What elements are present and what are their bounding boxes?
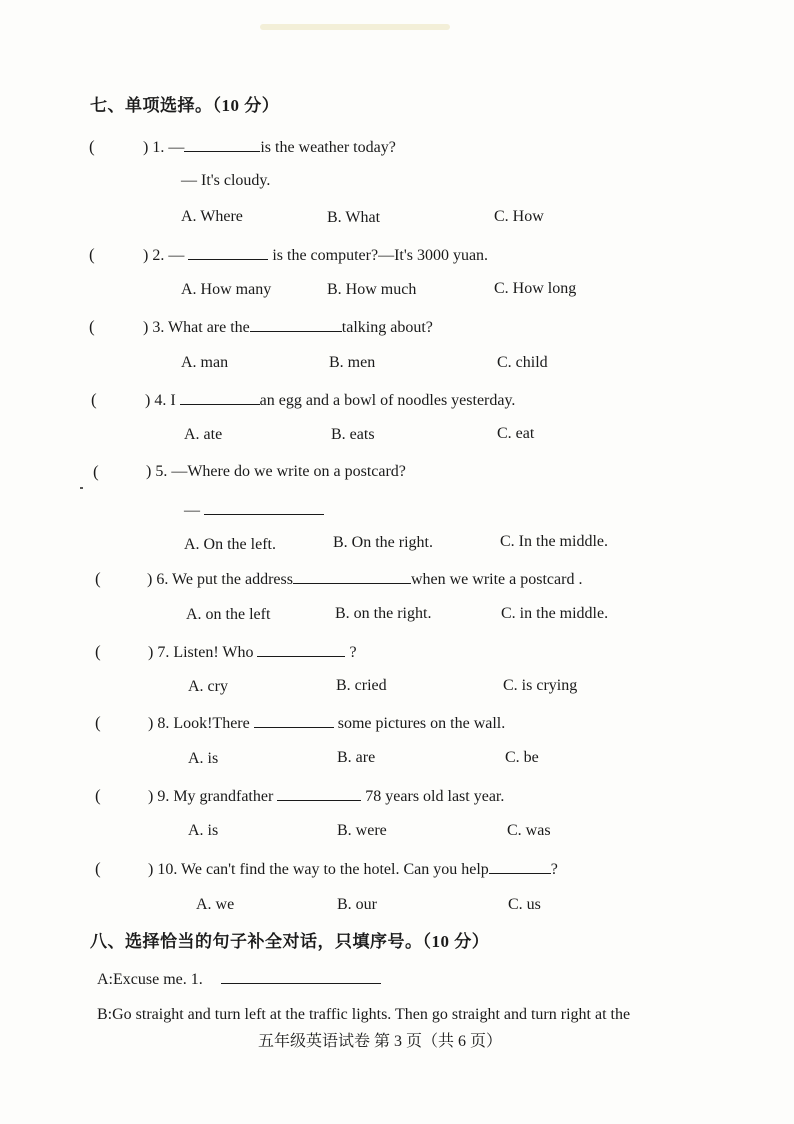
q5-pre: —Where do we write on a postcard? — [171, 463, 406, 480]
answer-paren-9: ( — [95, 786, 101, 805]
q5-option-b: B. On the right. — [333, 534, 433, 551]
page-footer: 五年级英语试卷 第 3 页（共 6 页） — [258, 1033, 503, 1050]
q8-post: some pictures on the wall. — [337, 715, 506, 732]
question-10 — [148, 859, 558, 880]
q3-option-b: B. men — [329, 354, 376, 371]
q4-number: ) 4. — [145, 392, 167, 409]
q6-post: when we write a postcard . — [410, 571, 583, 588]
q10-pre: We can't find the way to the hotel. Can you help — [181, 861, 489, 878]
q7-option-c: C. is crying — [503, 677, 578, 694]
q6-option-a: A. on the left — [186, 606, 271, 623]
q9-option-a: A. is — [188, 822, 219, 839]
question-3 — [143, 317, 433, 338]
answer-paren-1: ( — [89, 137, 95, 156]
q9-post: 78 years old last year. — [365, 788, 505, 805]
q2-blank[interactable] — [188, 245, 268, 260]
question-4 — [145, 390, 515, 411]
dialogue-line-b: B:Go straight and turn left at the traffic lights. Then go straight and turn right at the — [97, 1006, 631, 1023]
dialogue-a-text: A:Excuse me. 1. — [97, 971, 203, 988]
q8-option-c: C. be — [505, 749, 539, 766]
q3-option-c: C. child — [497, 354, 548, 371]
q2-number: ) 2. — [143, 247, 165, 264]
paper-smudge — [260, 24, 450, 30]
q2-option-b: B. How much — [327, 281, 417, 298]
q5-answer-line — [184, 500, 324, 521]
q7-option-b: B. cried — [336, 677, 387, 694]
q6-blank[interactable] — [293, 569, 411, 584]
q10-post: ? — [550, 861, 558, 878]
q1-post: is the weather today? — [260, 139, 396, 156]
q4-option-a: A. ate — [184, 426, 223, 443]
q1-pre: — — [168, 139, 185, 156]
q5-dash: — — [184, 502, 200, 519]
q4-pre: I — [170, 392, 176, 409]
q9-pre: My grandfather — [173, 788, 274, 805]
q8-number: ) 8. — [148, 715, 170, 732]
dialogue-line-a — [97, 969, 381, 990]
q6-pre: We put the address — [172, 571, 293, 588]
q2-pre: — — [168, 247, 185, 264]
question-9 — [148, 786, 504, 807]
q10-option-a: A. we — [196, 896, 235, 913]
q9-option-b: B. were — [337, 822, 387, 839]
question-1 — [143, 137, 396, 158]
q7-blank[interactable] — [257, 642, 345, 657]
answer-paren-4: ( — [91, 390, 97, 409]
question-2 — [143, 245, 488, 266]
q3-option-a: A. man — [181, 354, 229, 371]
q4-blank[interactable] — [180, 390, 260, 405]
question-6 — [147, 569, 582, 590]
q6-option-c: C. in the middle. — [501, 605, 609, 622]
answer-paren-2: ( — [89, 245, 95, 264]
q1-option-a: A. Where — [181, 208, 243, 225]
q1-blank[interactable] — [184, 137, 260, 152]
answer-paren-5: ( — [93, 462, 99, 481]
q7-post: ? — [349, 644, 357, 661]
q10-option-b: B. our — [337, 896, 377, 913]
q2-option-a: A. How many — [181, 281, 272, 298]
q4-option-b: B. eats — [331, 426, 375, 443]
q7-option-a: A. cry — [188, 678, 228, 695]
answer-paren-6: ( — [95, 569, 101, 588]
section-8-title: 八、选择恰当的句子补全对话，只填序号。（10 分） — [90, 932, 490, 951]
q1-number: ) 1. — [143, 139, 165, 156]
q6-option-b: B. on the right. — [335, 605, 432, 622]
q6-number: ) 6. — [147, 571, 169, 588]
answer-paren-10: ( — [95, 859, 101, 878]
q2-post: is the computer?—It's 3000 yuan. — [272, 247, 489, 264]
q1-option-c: C. How — [494, 208, 544, 225]
q7-pre: Listen! Who — [173, 644, 254, 661]
section-7-title: 七、单项选择。（10 分） — [90, 96, 280, 115]
q7-number: ) 7. — [148, 644, 170, 661]
q8-blank[interactable] — [254, 713, 334, 728]
margin-mark — [80, 487, 83, 489]
q1-answer-line: — It's cloudy. — [181, 172, 271, 189]
q8-pre: Look!There — [173, 715, 250, 732]
q1-option-b: B. What — [327, 209, 381, 226]
q8-option-a: A. is — [188, 750, 219, 767]
question-8 — [148, 713, 505, 734]
q10-number: ) 10. — [148, 861, 178, 878]
q9-blank[interactable] — [277, 786, 361, 801]
q5-option-c: C. In the middle. — [500, 533, 608, 550]
q3-blank[interactable] — [250, 317, 342, 332]
q9-option-c: C. was — [507, 822, 551, 839]
q10-option-c: C. us — [508, 896, 541, 913]
q3-number: ) 3. — [143, 319, 165, 336]
q5-blank[interactable] — [204, 500, 324, 515]
q2-option-c: C. How long — [494, 280, 577, 297]
q3-pre: What are the — [168, 319, 250, 336]
answer-paren-7: ( — [95, 642, 101, 661]
q10-blank[interactable] — [489, 859, 551, 874]
q4-option-c: C. eat — [497, 425, 535, 442]
q3-post: talking about? — [341, 319, 433, 336]
q9-number: ) 9. — [148, 788, 170, 805]
answer-paren-3: ( — [89, 317, 95, 336]
question-5 — [146, 462, 406, 482]
answer-paren-8: ( — [95, 713, 101, 732]
q5-option-a: A. On the left. — [184, 536, 276, 553]
q8-option-b: B. are — [337, 749, 376, 766]
q4-post: an egg and a bowl of noodles yesterday. — [259, 392, 516, 409]
dialogue-blank-1[interactable] — [221, 969, 381, 984]
q5-number: ) 5. — [146, 463, 168, 480]
question-7 — [148, 642, 357, 663]
